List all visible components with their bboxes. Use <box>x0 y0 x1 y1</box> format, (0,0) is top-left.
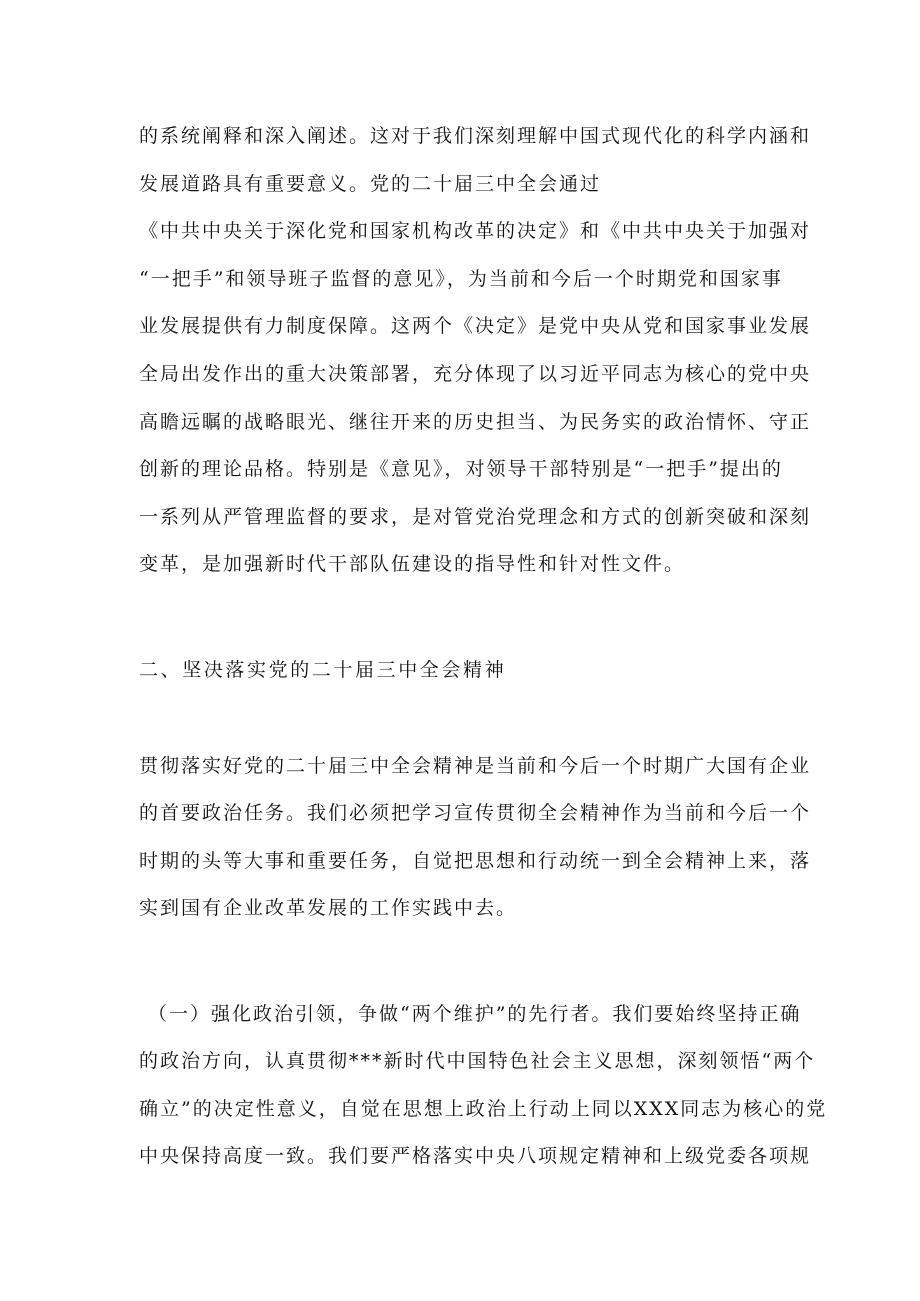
paragraph-3-line-4: 中央保持高度一致。我们要严格落实中央八项规定精神和上级党委各项规 <box>139 1145 812 1167</box>
paragraph-2-line-4: 实到国有企业改革发展的工作实践中去。 <box>139 897 518 919</box>
paragraph-1-line-9: 一系列从严管理监督的要求，是对管党治党理念和方式的创新突破和深刻 <box>139 506 812 528</box>
paragraph-1-line-3: 《中共中央关于深化党和国家机构改革的决定》和《中共中央关于加强对 <box>139 220 812 242</box>
section-heading: 二、坚决落实党的二十届三中全会精神 <box>139 659 507 681</box>
paragraph-1-line-8: 创新的理论品格。特别是《意见》，对领导干部特别是“一把手”提出的 <box>139 458 783 480</box>
paragraph-2-line-3: 时期的头等大事和重要任务，自觉把思想和行动统一到全会精神上来，落 <box>139 850 812 872</box>
paragraph-2-line-1: 贯彻落实好党的二十届三中全会精神是当前和今后一个时期广大国有企业 <box>139 755 812 777</box>
paragraph-1-line-10: 变革，是加强新时代干部队伍建设的指导性和针对性文件。 <box>139 553 686 575</box>
paragraph-1-line-5: 业发展提供有力制度保障。这两个《决定》是党中央从党和国家事业发展 <box>139 315 812 337</box>
paragraph-1-line-6: 全局出发作出的重大决策部署，充分体现了以习近平同志为核心的党中央 <box>139 363 812 385</box>
paragraph-1-line-1: 的系统阐释和深入阐述。这对于我们深刻理解中国式现代化的科学内涵和 <box>139 125 812 147</box>
paragraph-2-line-2: 的首要政治任务。我们必须把学习宣传贯彻全会精神作为当前和今后一个 <box>139 802 812 824</box>
paragraph-3-line-2: 的政治方向，认真贯彻***新时代中国特色社会主义思想，深刻领悟“两个 <box>139 1050 816 1072</box>
paragraph-1-line-7: 高瞻远瞩的战略眼光、继往开来的历史担当、为民务实的政治情怀、守正 <box>139 411 812 433</box>
paragraph-3-line-1: （一）强化政治引领，争做“两个维护”的先行者。我们要始终坚持正确 <box>148 1003 802 1025</box>
paragraph-1-line-2: 发展道路具有重要意义。党的二十届三中全会通过 <box>139 173 602 195</box>
paragraph-1-line-4: “一把手”和领导班子监督的意见》，为当前和今后一个时期党和国家事 <box>139 268 783 290</box>
paragraph-3-line-3: 确立”的决定性意义，自觉在思想上政治上行动上同以XXX同志为核心的党 <box>139 1098 828 1120</box>
